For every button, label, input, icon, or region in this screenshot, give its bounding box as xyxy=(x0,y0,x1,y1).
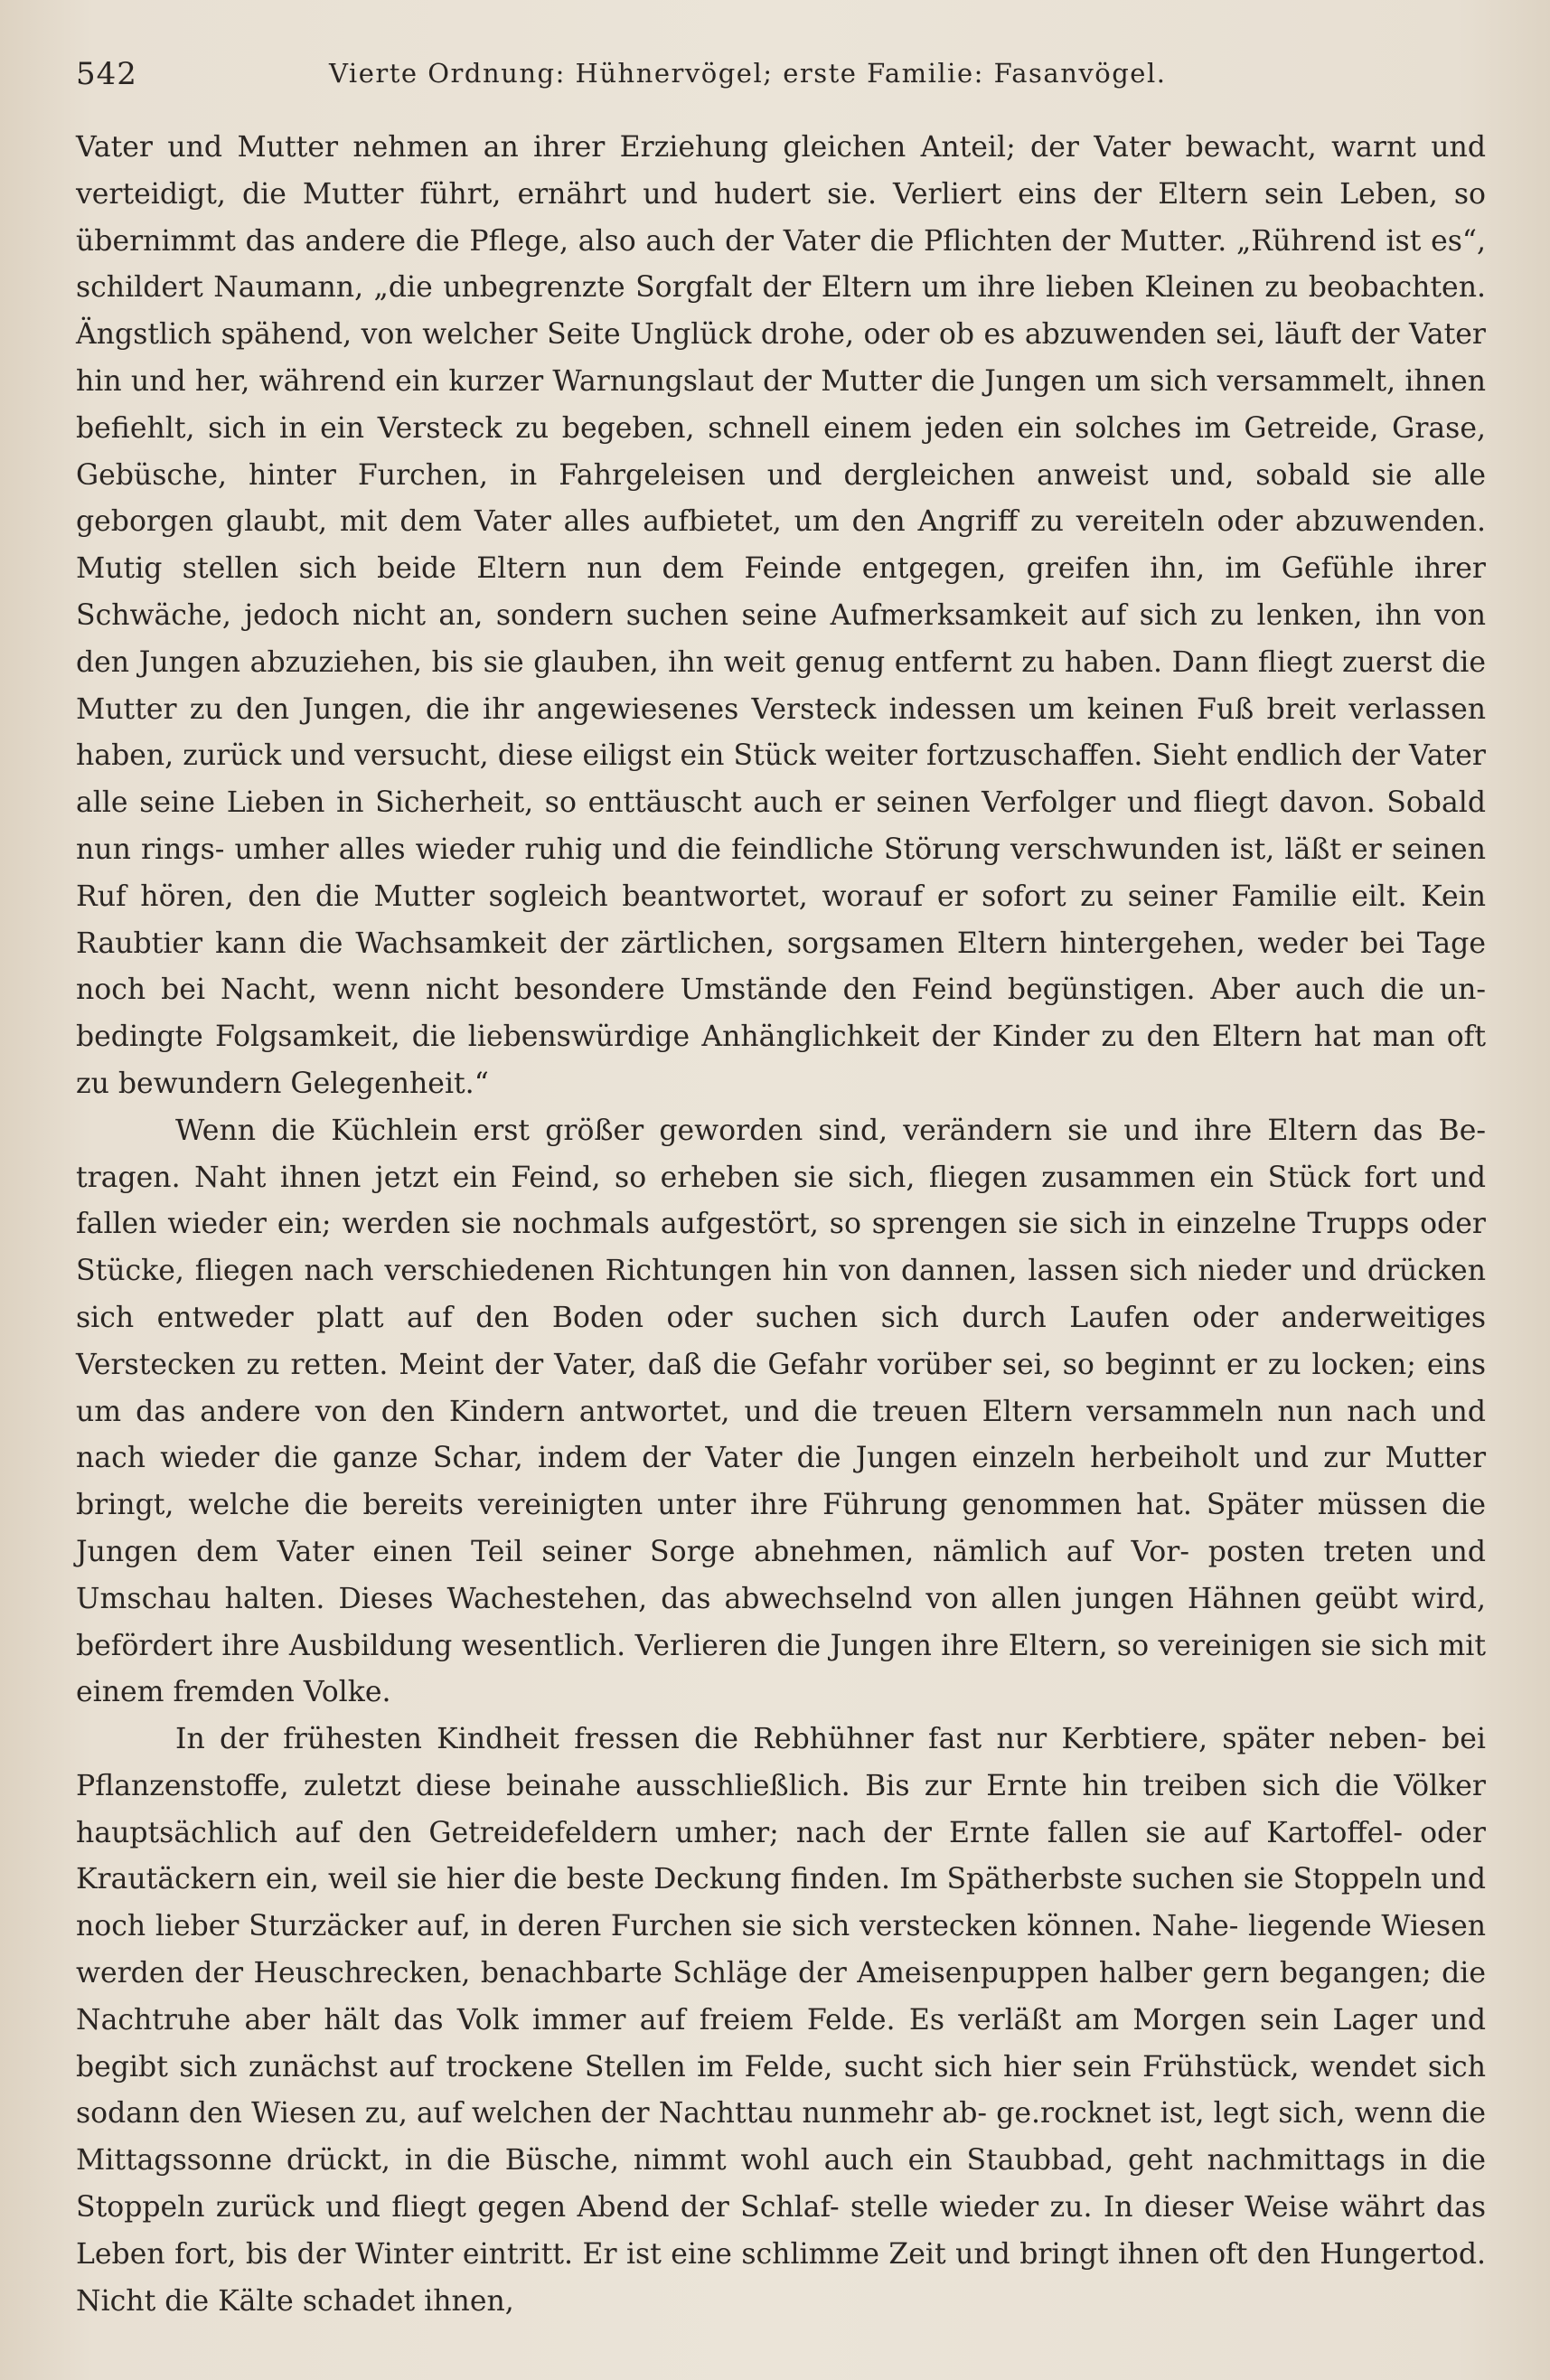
page-number: 542 xyxy=(76,56,137,92)
body-text xyxy=(76,125,1486,2325)
running-head: Vierte Ordnung: Hühnervögel; erste Familie: Fasanvögel. xyxy=(329,58,1167,89)
paragraph: Wenn die Küchlein erst größer geworden sind, verändern sie und ihre Eltern das Be- tragen. Naht ihnen jetzt ein Feind, so erheben sie sich, fliegen zusammen ein Stück fort und fallen wieder ein; werden sie nochmals aufgestört, so sprengen sie sich in einzelne Trupps oder Stücke, fliegen nach verschiedenen Richtungen hin von dannen, lassen sich nieder und drücken sich entweder platt auf den Boden oder suchen sich durch Laufen oder anderweitiges Verstecken zu retten. Meint der Vater, daß die Gefahr vorüber sei, so beginnt er zu locken; eins um das andere von den Kindern antwortet, und die treuen Eltern versammeln nun nach und nach wieder die ganze Schar, indem der Vater die Jungen einzeln herbeiholt und zur Mutter bringt, welche die bereits vereinigten unter ihre Führung genommen hat. Später müssen die Jungen dem Vater einen Teil seiner Sorge abnehmen, nämlich auf Vor- posten treten und Umschau halten. Dieses Wachestehen, das abwechselnd von allen jungen Hähnen geübt wird, befördert ihre Ausbildung wesentlich. Verlieren die Jungen ihre Eltern, so vereinigen sie sich mit einem fremden Volke. xyxy=(76,1114,1486,1709)
paragraph: In der frühesten Kindheit fressen die Rebhühner fast nur Kerbtiere, später neben- bei Pflanzenstoffe, zuletzt diese beinahe ausschließlich. Bis zur Ernte hin treiben sich die Völker hauptsächlich auf den Getreidefeldern umher; nach der Ernte fallen sie auf Kartoffel- oder Krautäckern ein, weil sie hier die beste Deckung finden. Im Spätherbste suchen sie Stoppeln und noch lieber Sturzäcker auf, in deren Furchen sie sich verstecken können. Nahe- liegende Wiesen werden der Heuschrecken, benachbarte Schläge der Ameisenpuppen halber gern begangen; die Nachtruhe aber hält das Volk immer auf freiem Felde. Es verläßt am Morgen sein Lager und begibt sich zunächst auf trockene Stellen im Felde, sucht sich hier sein Frühstück, wendet sich sodann den Wiesen zu, auf welchen der Nachttau nunmehr ab- ge.rocknet ist, legt sich, wenn die Mittagssonne drückt, in die Büsche, nimmt wohl auch ein Staubbad, geht nachmittags in die Stoppeln zurück und fliegt gegen Abend der Schlaf- stelle wieder zu. In dieser Weise währt das Leben fort, bis der Winter eintritt. Er ist eine schlimme Zeit und bringt ihnen oft den Hungertod. Nicht die Kälte schadet ihnen, xyxy=(76,1723,1486,2318)
page-header xyxy=(76,47,1460,101)
paragraph: Vater und Mutter nehmen an ihrer Erziehung gleichen Anteil; der Vater bewacht, warnt und verteidigt, die Mutter führt, ernährt und hudert sie. Verliert eins der Eltern sein Leben, so übernimmt das andere die Pflege, also auch der Vater die Pflichten der Mutter. „Rührend ist es“, schildert Naumann, „die unbegrenzte Sorgfalt der Eltern um ihre lieben Kleinen zu beobachten. Ängstlich spähend, von welcher Seite Unglück drohe, oder ob es abzuwenden sei, läuft der Vater hin und her, während ein kurzer Warnungslaut der Mutter die Jungen um sich versammelt, ihnen befiehlt, sich in ein Versteck zu begeben, schnell einem jeden ein solches im Getreide, Grase, Gebüsche, hinter Furchen, in Fahrgeleisen und dergleichen anweist und, sobald sie alle geborgen glaubt, mit dem Vater alles aufbietet, um den Angriff zu vereiteln oder abzuwenden. Mutig stellen sich beide Eltern nun dem Feinde entgegen, greifen ihn, im Gefühle ihrer Schwäche, jedoch nicht an, sondern suchen seine Aufmerksamkeit auf sich zu lenken, ihn von den Jungen abzuziehen, bis sie glauben, ihn weit genug entfernt zu haben. Dann fliegt zuerst die Mutter zu den Jungen, die ihr angewiesenes Versteck indessen um keinen Fuß breit verlassen haben, zurück und versucht, diese eiligst ein Stück weiter fortzuschaffen. Sieht endlich der Vater alle seine Lieben in Sicherheit, so enttäuscht auch er seinen Verfolger und fliegt davon. Sobald nun rings- umher alles wieder ruhig und die feindliche Störung verschwunden ist, läßt er seinen Ruf hören, den die Mutter sogleich beantwortet, worauf er sofort zu seiner Familie eilt. Kein Raubtier kann die Wachsamkeit der zärtlichen, sorgsamen Eltern hintergehen, weder bei Tage noch bei Nacht, wenn nicht besondere Umstände den Feind begünstigen. Aber auch die un- bedingte Folgsamkeit, die liebenswürdige Anhänglichkeit der Kinder zu den Eltern hat man oft zu bewundern Gelegenheit.“ xyxy=(76,131,1486,1100)
